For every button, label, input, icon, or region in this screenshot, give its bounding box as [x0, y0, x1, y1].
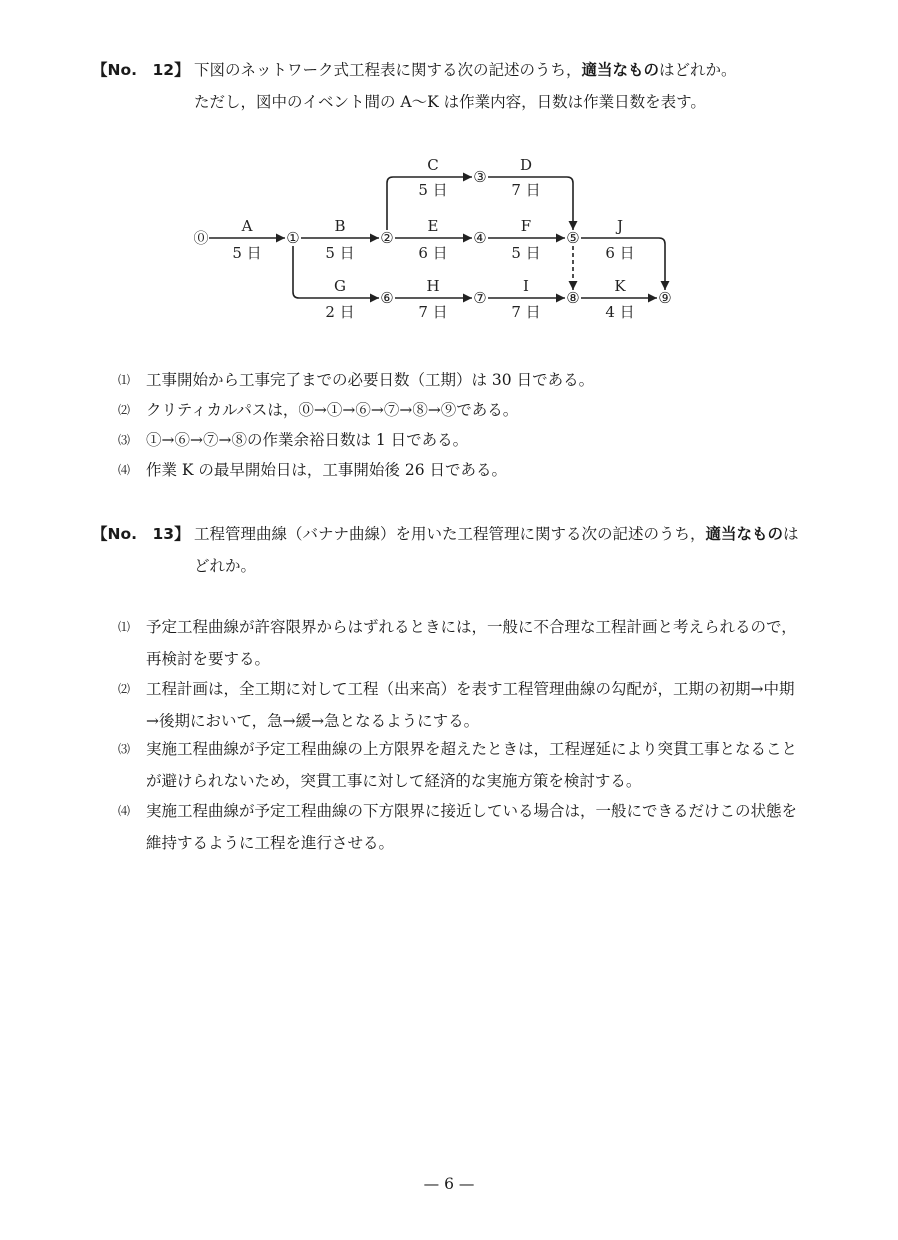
activity-B-days: 5 日 [325, 244, 355, 262]
activity-G-days: 2 日 [325, 303, 355, 321]
activity-H-days: 7 日 [418, 303, 448, 321]
activity-H-name: H [426, 277, 440, 295]
activity-J-name: J [616, 217, 624, 235]
event-1: ① [286, 229, 300, 247]
activity-K-name: K [614, 277, 626, 295]
activity-F-days: 5 日 [511, 244, 541, 262]
question-13-emphasis: 適当なもの [705, 525, 784, 543]
activity-D-name: D [519, 156, 533, 174]
activity-C-name: C [427, 156, 439, 174]
activity-G-name: G [334, 277, 346, 295]
question-12-emphasis: 適当なもの [581, 61, 660, 79]
event-9: ⑨ [658, 289, 672, 307]
question-12-line1: 下図のネットワーク式工程表に関する次の記述のうち，適当なものはどれか。 [194, 61, 737, 79]
activity-F-name: F [520, 217, 532, 235]
event-6: ⑥ [380, 289, 394, 307]
event-8: ⑧ [566, 289, 580, 307]
event-4: ④ [473, 229, 487, 247]
activity-K-days: 4 日 [605, 303, 635, 321]
question-13-line1: 工程管理曲線（バナナ曲線）を用いた工程管理に関する次の記述のうち，適当なものは [194, 525, 799, 543]
question-12-number: 【No. 12】 [92, 61, 190, 79]
network-diagram [180, 150, 700, 330]
activity-I-name: I [523, 277, 529, 295]
activity-J-days: 6 日 [605, 244, 635, 262]
activity-A-days: 5 日 [232, 244, 262, 262]
event-2: ② [380, 229, 394, 247]
question-13-line2: どれか。 [194, 557, 257, 575]
event-5: ⑤ [566, 229, 580, 247]
event-0: ⓪ [193, 229, 209, 247]
activity-A-name: A [241, 217, 253, 235]
activity-E-days: 6 日 [418, 244, 448, 262]
activity-C-days: 5 日 [418, 181, 448, 199]
question-12-line2: ただし，図中のイベント間の A～K は作業内容，日数は作業日数を表す。 [194, 93, 706, 111]
activity-D-days: 7 日 [511, 181, 541, 199]
event-3: ③ [473, 168, 487, 186]
question-13-number: 【No. 13】 [92, 525, 190, 543]
activity-B-name: B [334, 217, 346, 235]
page-number: — 6 — [423, 1175, 475, 1193]
event-7: ⑦ [473, 289, 487, 307]
activity-E-name: E [427, 217, 439, 235]
activity-I-days: 7 日 [511, 303, 541, 321]
